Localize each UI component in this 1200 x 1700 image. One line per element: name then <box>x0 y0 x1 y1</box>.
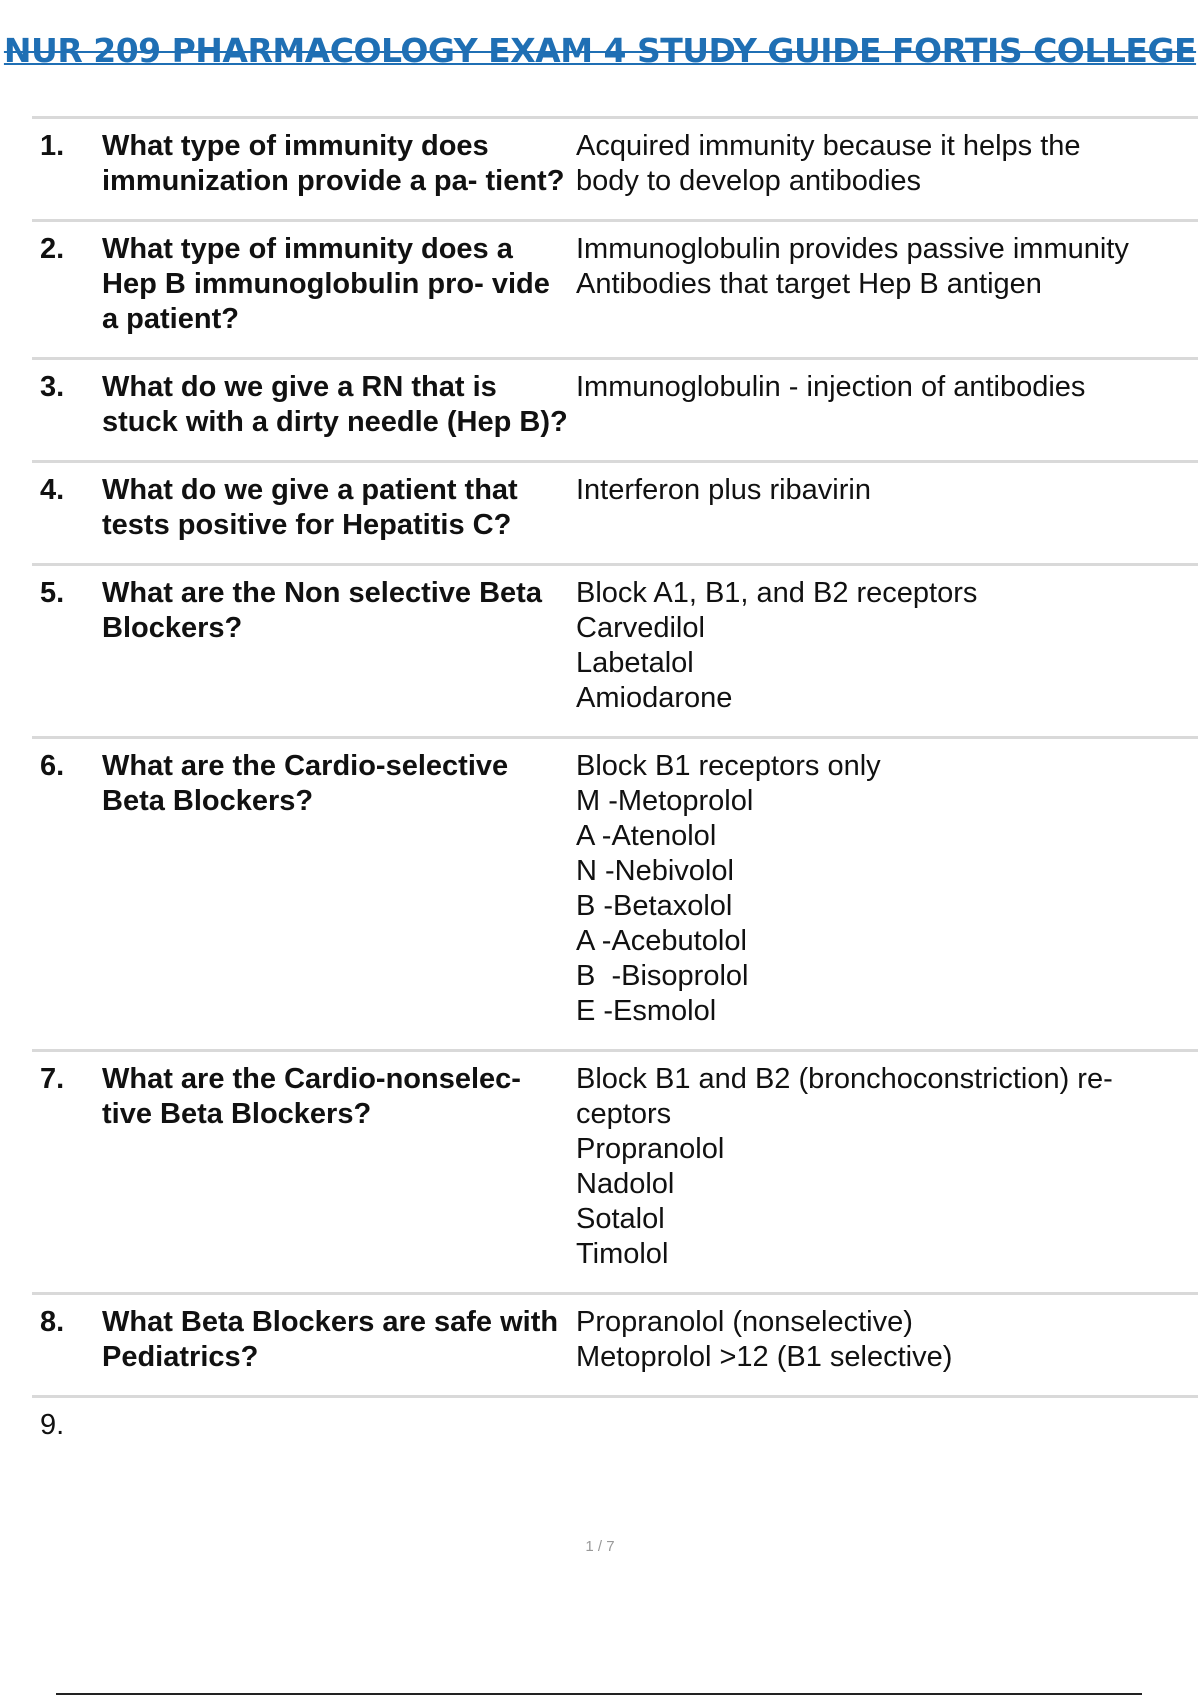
answer-line: Sotalol <box>576 1203 665 1235</box>
answer-text <box>574 129 1198 199</box>
question-text: What do we give a RN that is stuck with a dirty needle (Hep B)? <box>102 371 568 438</box>
question-number: 6. <box>40 750 65 782</box>
answer-line: Nadolol <box>576 1168 675 1200</box>
document-title: NUR 209 PHARMACOLOGY EXAM 4 STUDY GUIDE FORTIS COLLEGE <box>3 31 1197 70</box>
question-number: 3. <box>40 371 65 403</box>
answer-text <box>574 576 1198 716</box>
answer-line: Antibodies that target Hep B antigen <box>576 268 1042 300</box>
page-indicator: 1 / 7 <box>585 1538 615 1555</box>
qa-row <box>32 1395 1198 1443</box>
question-number: 9. <box>40 1409 65 1441</box>
answer-line: Block A1, B1, and B2 receptors <box>576 577 978 609</box>
question-text: What do we give a patient that tests positive for Hepatitis C? <box>102 474 518 541</box>
answer-line: ceptors <box>576 1098 672 1130</box>
qa-row <box>32 1292 1198 1395</box>
question-text: What are the Cardio-selective Beta Blockers? <box>102 750 509 817</box>
qa-row <box>32 1049 1198 1292</box>
answer-line: Block B1 and B2 (bronchoconstriction) re- <box>576 1063 1113 1095</box>
qa-row <box>32 736 1198 1049</box>
answer-line: Amiodarone <box>576 682 733 714</box>
question-number: 4. <box>40 474 65 506</box>
answer-text <box>574 1062 1198 1272</box>
answer-line: B -Bisoprolol <box>576 960 749 992</box>
answer-text <box>574 1305 1198 1375</box>
answer-text <box>574 370 1198 440</box>
qa-row <box>32 357 1198 460</box>
answer-text <box>574 1408 1198 1443</box>
answer-text <box>574 473 1198 543</box>
answer-line: Metoprolol >12 (B1 selective) <box>576 1341 953 1373</box>
answer-line: Interferon plus ribavirin <box>576 474 871 506</box>
answer-line: A -Acebutolol <box>576 925 747 957</box>
answer-line: Immunoglobulin provides passive immunity <box>576 233 1129 265</box>
qa-row <box>32 116 1198 219</box>
qa-row <box>32 219 1198 357</box>
question-number: 1. <box>40 130 65 162</box>
question-number: 8. <box>40 1306 65 1338</box>
question-text: What type of immunity does a Hep B immunoglobulin pro- vide a patient? <box>102 233 550 335</box>
answer-line: Labetalol <box>576 647 694 679</box>
question-number: 2. <box>40 233 65 265</box>
answer-line: Immunoglobulin - injection of antibodies <box>576 371 1086 403</box>
answer-line: N -Nebivolol <box>576 855 734 887</box>
question-text <box>102 1408 574 1443</box>
study-guide-table <box>32 116 1198 1443</box>
answer-text <box>574 749 1198 1029</box>
answer-line: Propranolol <box>576 1133 725 1165</box>
question-number: 7. <box>40 1063 65 1095</box>
answer-line: Block B1 receptors only <box>576 750 881 782</box>
answer-line: Propranolol (nonselective) <box>576 1306 913 1338</box>
answer-line: Acquired immunity because it helps the <box>576 130 1081 162</box>
answer-line: B -Betaxolol <box>576 890 733 922</box>
answer-line: body to develop antibodies <box>576 165 922 197</box>
qa-row <box>32 563 1198 736</box>
question-text: What Beta Blockers are safe with Pediatrics? <box>102 1306 559 1373</box>
bottom-divider <box>56 1693 1142 1695</box>
question-text: What are the Non selective Beta Blockers? <box>102 577 542 644</box>
qa-row <box>32 460 1198 563</box>
question-text: What are the Cardio-nonselec- tive Beta Blockers? <box>102 1063 521 1130</box>
answer-line: A -Atenolol <box>576 820 717 852</box>
question-text: What type of immunity does immunization provide a pa- tient? <box>102 130 565 197</box>
question-number: 5. <box>40 577 65 609</box>
answer-line: E -Esmolol <box>576 995 717 1027</box>
answer-line: M -Metoprolol <box>576 785 754 817</box>
answer-text <box>574 232 1198 337</box>
answer-line: Timolol <box>576 1238 669 1270</box>
answer-line: Carvedilol <box>576 612 705 644</box>
